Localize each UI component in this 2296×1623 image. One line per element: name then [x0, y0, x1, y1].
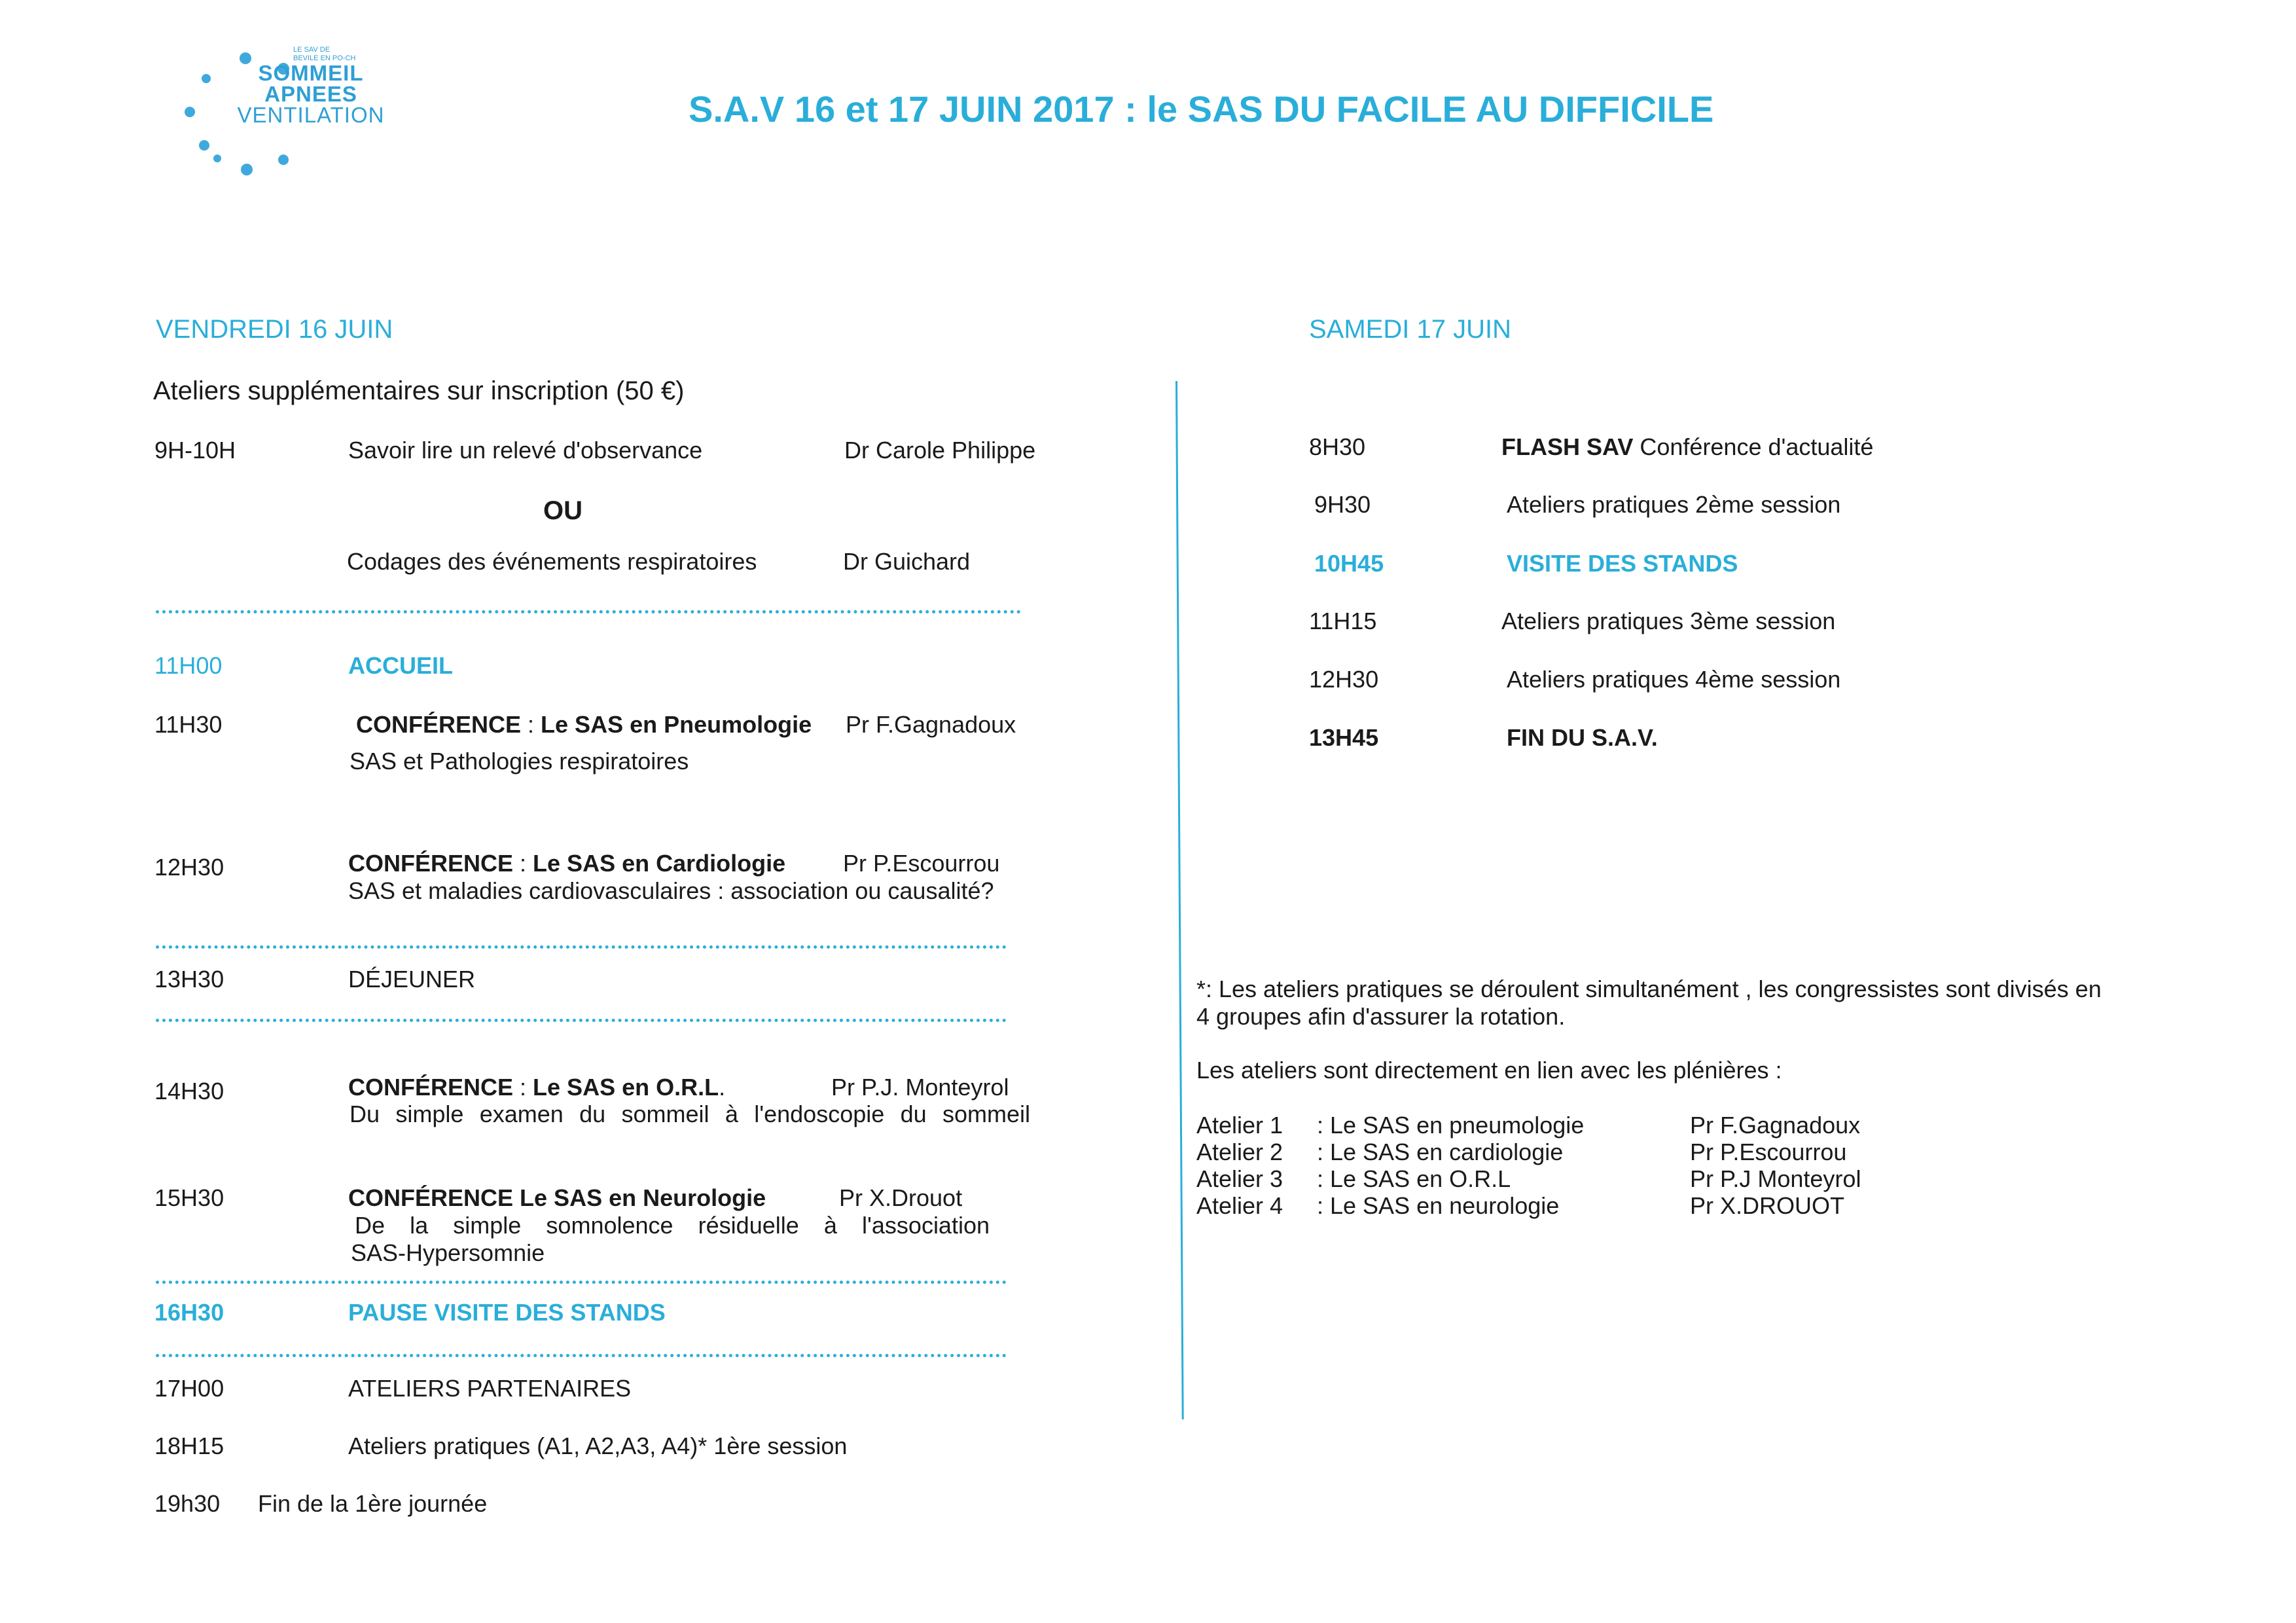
conference-dot: .	[719, 1074, 726, 1101]
logo-small-text-1: LE SAV DE	[293, 46, 331, 54]
logo-line-sommeil: SOMMEIL	[258, 61, 364, 85]
visite-des-stands: VISITE DES STANDS	[1507, 550, 1738, 577]
atelier-1-speaker: Pr F.Gagnadoux	[1690, 1112, 1861, 1139]
atelier-4-topic: : Le SAS en neurologie	[1317, 1192, 1560, 1219]
time-8h30: 8H30	[1309, 433, 1366, 460]
dotted-divider	[156, 945, 1007, 949]
speaker-guichard: Dr Guichard	[843, 548, 971, 575]
logo-line-apnees: APNEES	[264, 82, 357, 106]
atelier-3-topic: : Le SAS en O.R.L	[1317, 1165, 1511, 1192]
page-title: S.A.V 16 et 17 JUIN 2017 : le SAS DU FACILE AU DIFFICILE	[689, 88, 1714, 130]
column-divider	[1175, 381, 1184, 1419]
dotted-divider	[156, 1354, 1007, 1357]
speaker-escourrou: Pr P.Escourrou	[843, 850, 1000, 877]
time-9h: 9H-10H	[154, 437, 236, 464]
conference-neurologie	[348, 1184, 766, 1211]
time-11h15: 11H15	[1309, 608, 1377, 634]
time-14h30: 14H30	[154, 1078, 224, 1104]
footnote-line-2: 4 groupes afin d'assurer la rotation.	[1196, 1003, 1566, 1030]
friday-heading: VENDREDI 16 JUIN	[156, 315, 393, 344]
ou-separator: OU	[543, 496, 583, 525]
subtitle-neurologie-2: SAS-Hypersomnie	[351, 1239, 545, 1266]
conference-label: CONFÉRENCE	[348, 1074, 514, 1101]
conference-sep: :	[513, 1074, 533, 1101]
footnote-line-1: *: Les ateliers pratiques se déroulent simultanément , les congressistes sont divisés en	[1196, 976, 2102, 1002]
subtitle-neurologie-1: De la simple somnolence résiduelle à l'association	[355, 1212, 990, 1239]
flash-sav	[1501, 433, 1873, 460]
logo-dot	[241, 164, 253, 175]
conference-sep: :	[521, 711, 541, 738]
atelier-1-name: Atelier 1	[1196, 1112, 1283, 1139]
accueil: ACCUEIL	[348, 652, 453, 679]
speaker-philippe: Dr Carole Philippe	[844, 437, 1036, 464]
time-18h15: 18H15	[154, 1432, 224, 1459]
time-12h30-sat: 12H30	[1309, 666, 1379, 693]
conference-sep: :	[513, 850, 533, 877]
logo-dot	[202, 74, 211, 83]
time-16h30: 16H30	[154, 1299, 224, 1326]
speaker-drouot: Pr X.Drouot	[839, 1184, 963, 1211]
logo-dot	[213, 155, 221, 162]
time-9h30: 9H30	[1314, 491, 1371, 518]
atelier-3-speaker: Pr P.J Monteyrol	[1690, 1165, 1861, 1192]
dotted-divider	[156, 610, 1021, 613]
fin-premiere-journee: Fin de la 1ère journée	[258, 1490, 488, 1517]
time-17h00: 17H00	[154, 1375, 224, 1402]
ateliers-intro: Ateliers supplémentaires sur inscription (50 €)	[153, 376, 685, 405]
pause-visite-stands: PAUSE VISITE DES STANDS	[348, 1299, 666, 1326]
flash-sav-text: Conférence d'actualité	[1633, 433, 1874, 460]
time-19h30: 19h30	[154, 1490, 221, 1517]
time-11h30: 11H30	[154, 711, 223, 738]
flash-sav-label: FLASH SAV	[1501, 433, 1634, 460]
atelier-4-speaker: Pr X.DROUOT	[1690, 1192, 1845, 1219]
logo-text	[236, 46, 386, 126]
subtitle-cardiologie: SAS et maladies cardiovasculaires : association ou causalité?	[348, 877, 994, 904]
atelier-2-name: Atelier 2	[1196, 1139, 1283, 1165]
subtitle-orl: Du simple examen du sommeil à l'endoscopie du sommeil	[350, 1101, 1030, 1127]
ateliers-pratiques-2: Ateliers pratiques 2ème session	[1507, 491, 1841, 518]
conference-label: CONFÉRENCE	[356, 711, 522, 738]
conference-topic: Le SAS en Neurologie	[520, 1184, 766, 1211]
conference-topic: Le SAS en Cardiologie	[533, 850, 786, 877]
conference-cardiologie	[348, 850, 785, 877]
conference-orl	[348, 1074, 725, 1101]
logo-line-ventilation: VENTILATION	[237, 103, 385, 127]
time-15h30: 15H30	[154, 1184, 224, 1211]
time-10h45: 10H45	[1314, 550, 1384, 577]
atelier-4-name: Atelier 4	[1196, 1192, 1283, 1219]
conference-label: CONFÉRENCE	[348, 1184, 514, 1211]
logo-small-text-2: BEVILE EN PO-CH	[293, 54, 356, 62]
logo-dot	[278, 155, 289, 165]
time-13h30: 13H30	[154, 966, 224, 993]
session-observance: Savoir lire un relevé d'observance	[348, 437, 703, 464]
ateliers-pratiques-3: Ateliers pratiques 3ème session	[1501, 608, 1836, 634]
subtitle-pneumologie: SAS et Pathologies respiratoires	[350, 748, 689, 775]
dotted-divider	[156, 1281, 1007, 1284]
time-12h30: 12H30	[154, 854, 224, 881]
atelier-3-name: Atelier 3	[1196, 1165, 1283, 1192]
speaker-gagnadoux: Pr F.Gagnadoux	[846, 711, 1016, 738]
conference-topic: Le SAS en Pneumologie	[541, 711, 812, 738]
ateliers-pratiques-4: Ateliers pratiques 4ème session	[1507, 666, 1841, 693]
conference-sep	[513, 1184, 520, 1211]
saturday-heading: SAMEDI 17 JUIN	[1309, 315, 1511, 344]
dotted-divider	[156, 1019, 1007, 1022]
conference-label: CONFÉRENCE	[348, 850, 514, 877]
dejeuner: DÉJEUNER	[348, 966, 476, 993]
ateliers-pratiques-1: Ateliers pratiques (A1, A2,A3, A4)* 1ère session	[348, 1432, 848, 1459]
logo-dot	[199, 140, 209, 151]
atelier-1-topic: : Le SAS en pneumologie	[1317, 1112, 1585, 1139]
speaker-monteyrol: Pr P.J. Monteyrol	[831, 1074, 1009, 1101]
ateliers-partenaires: ATELIERS PARTENAIRES	[348, 1375, 632, 1402]
time-13h45: 13H45	[1309, 724, 1379, 751]
logo-dot	[185, 107, 195, 117]
conference-pneumologie	[356, 711, 812, 738]
session-codages: Codages des événements respiratoires	[347, 548, 757, 575]
atelier-2-speaker: Pr P.Escourrou	[1690, 1139, 1847, 1165]
conference-topic: Le SAS en O.R.L	[533, 1074, 719, 1101]
time-11h00: 11H00	[154, 652, 223, 679]
ateliers-link-text: Les ateliers sont directement en lien avec les plénières :	[1196, 1057, 1782, 1084]
atelier-2-topic: : Le SAS en cardiologie	[1317, 1139, 1564, 1165]
fin-du-sav: FIN DU S.A.V.	[1507, 724, 1658, 751]
